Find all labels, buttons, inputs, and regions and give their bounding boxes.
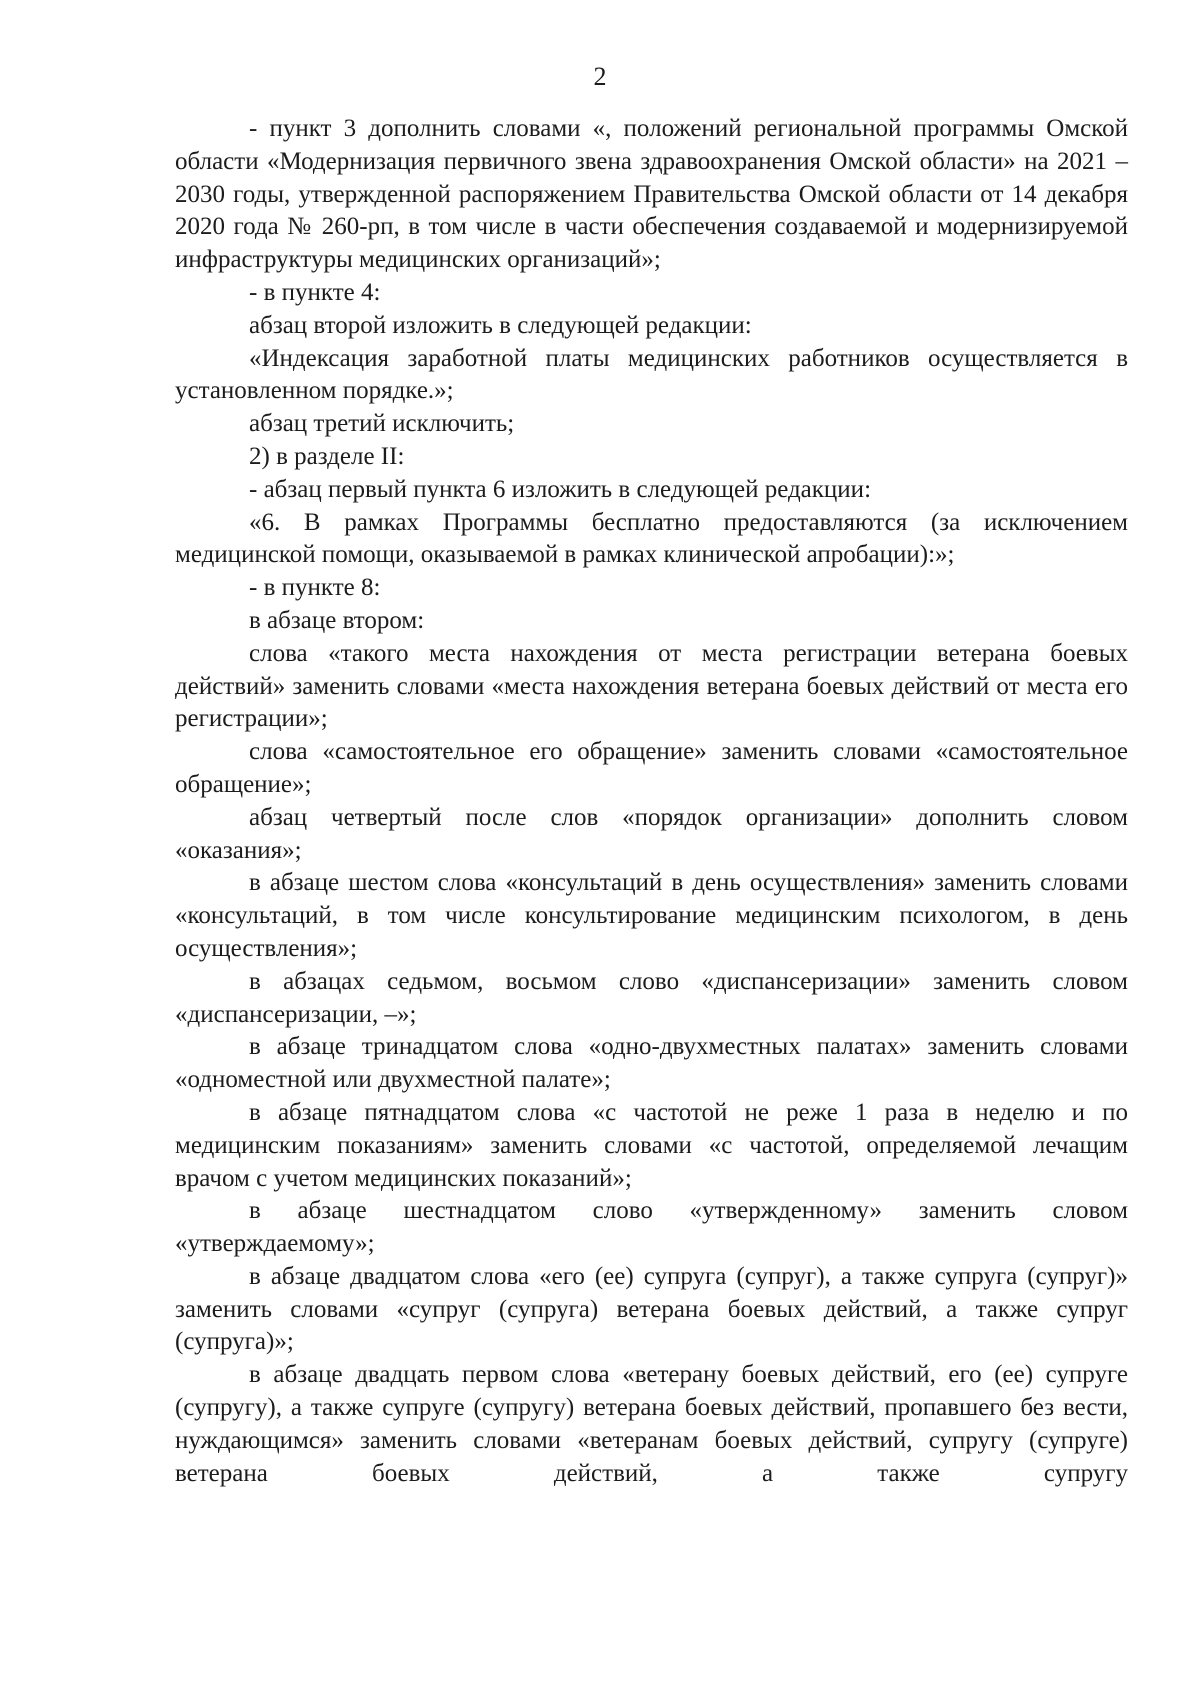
paragraph: в абзаце пятнадцатом слова «с частотой не реже 1 раза в неделю и по медицинским показаниям» заменить словами «с частотой, определяемой лечащим врачом с учетом медицинских показаний»; xyxy=(175,1098,1128,1192)
paragraph: в абзаце двадцать первом слова «ветерану боевых действий, его (ее) супруге (супругу), а также супруге (супругу) ветерана боевых действий, пропавшего без вести, нуждающимся» заменить словами «ветеранам боевых действий, супругу (супруге) ветерана боевых действий, а также супругу xyxy=(175,1361,1128,1487)
paragraph: абзац третий исключить; xyxy=(249,410,515,438)
paragraph: в абзаце тринадцатом слова «одно-двухместных палатах» заменить словами «одноместной или двухместной палате»; xyxy=(175,1033,1128,1094)
paragraph: слова «такого места нахождения от места регистрации ветерана боевых действий» заменить словами «места нахождения ветерана боевых действий от места его регистрации»; xyxy=(175,639,1128,733)
page-number: 2 xyxy=(593,62,607,91)
document-body xyxy=(175,113,1128,1490)
paragraph: 2) в разделе II: xyxy=(249,442,405,470)
paragraph: - в пункте 8: xyxy=(249,574,381,602)
paragraph: в абзаце шестнадцатом слово «утвержденному» заменить словом «утверждаемому»; xyxy=(175,1197,1128,1258)
paragraph: «6. В рамках Программы бесплатно предоставляются (за исключением медицинской помощи, оказываемой в рамках клинической апробации):»; xyxy=(175,508,1128,569)
paragraph: в абзацах седьмом, восьмом слово «диспансеризации» заменить словом «диспансеризации, –»; xyxy=(175,967,1128,1028)
paragraph: - в пункте 4: xyxy=(249,278,381,306)
paragraph: абзац четвертый после слов «порядок организации» дополнить словом «оказания»; xyxy=(175,803,1128,864)
paragraph: «Индексация заработной платы медицинских работников осуществляется в установленном порядке.»; xyxy=(175,344,1128,405)
paragraph: абзац второй изложить в следующей редакции: xyxy=(249,311,752,339)
paragraph: слова «самостоятельное его обращение» заменить словами «самостоятельное обращение»; xyxy=(175,738,1128,798)
paragraph: - абзац первый пункта 6 изложить в следующей редакции: xyxy=(249,475,872,503)
paragraph: в абзаце втором: xyxy=(249,606,425,634)
paragraph: в абзаце двадцатом слова «его (ее) супруга (супруг), а также супруга (супруг)» заменить словами «супруг (супруга) ветерана боевых действий, а также супруг (супруга)»; xyxy=(175,1262,1128,1356)
paragraph: - пункт 3 дополнить словами «, положений региональной программы Омской области «Модернизация первичного звена здравоохранения Омской области» на 2021 – 2030 годы, утвержденной распоряжением Правительства Омской области от 14 декабря 2020 года № 260-рп, в том числе в части обеспечения создаваемой и модернизируемой инфраструктуры медицинских организаций»; xyxy=(175,115,1128,274)
paragraph: в абзаце шестом слова «консультаций в день осуществления» заменить словами «консультаций, в том числе консультирование медицинским психологом, в день осуществления»; xyxy=(175,869,1128,962)
